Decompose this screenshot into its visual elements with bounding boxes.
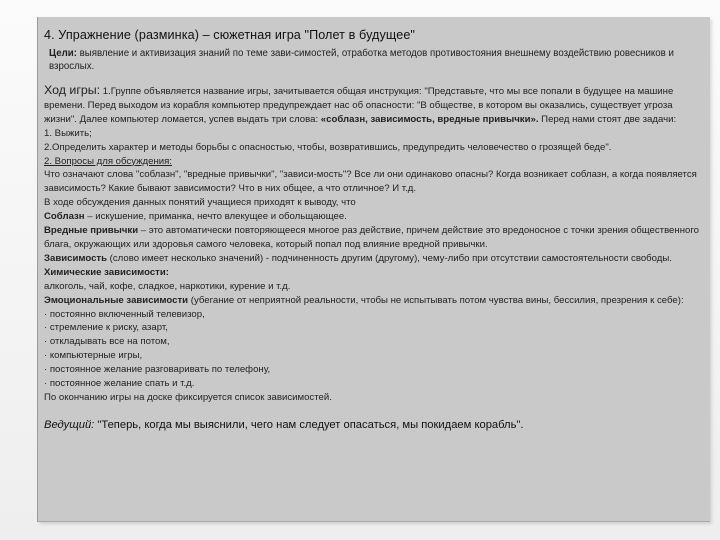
host-label: Ведущий: bbox=[44, 418, 95, 431]
list-item: · откладывать все на потом, bbox=[44, 336, 170, 348]
definition-item bbox=[44, 224, 702, 252]
definition-term: Зависимость bbox=[44, 252, 108, 264]
definition-item bbox=[44, 252, 702, 266]
goals-paragraph bbox=[44, 47, 702, 73]
definition-text: – искушение, приманка, нечто влекущее и обольщающее. bbox=[84, 211, 347, 223]
hod-paragraph bbox=[44, 84, 702, 127]
list-item: · стремление к риску, азарт, bbox=[44, 322, 168, 334]
exercise-title: 4. Упражнение (разминка) – сюжетная игра "Полет в будущее" bbox=[44, 28, 415, 42]
definition-text: (слово имеет несколько значений) - подчиненность другим (другому), чему-либо при отсутствии самостоятельности свободы. bbox=[107, 252, 672, 264]
game-description bbox=[44, 84, 702, 405]
definition-term: Соблазн bbox=[44, 211, 85, 223]
hod-text: 1.Группе объявляется название игры, зачитывается общая инструкция: "Представьте, что мы все попали в будущее на машине времени. Перед выходом из корабля компьютер предупреждает нас об опасности: "В обществе, в котором вы оказались, существует угроза жизни". Далее компьютер ломается, успев выдать три слова: bbox=[44, 86, 674, 125]
list-item: · компьютерные игры, bbox=[44, 350, 143, 362]
three-words: «соблазн, зависимость, вредные привычки». bbox=[320, 113, 539, 125]
goals-label: Цели: bbox=[49, 48, 77, 59]
chemical-text: алкоголь, чай, кофе, сладкое, наркотики, курение и т.д. bbox=[44, 280, 291, 292]
host-speech: "Теперь, когда мы выяснили, чего нам следует опасаться, мы покидаем корабль". bbox=[94, 418, 524, 431]
content-panel bbox=[37, 17, 710, 522]
emotional-paragraph bbox=[44, 294, 702, 308]
final-line bbox=[44, 419, 702, 431]
emotional-text: (убегание от неприятной реальности, чтобы не испытывать потом чувства вины, бессилия, презрения к себе): bbox=[188, 294, 684, 306]
hod-label: Ход игры: bbox=[44, 83, 101, 97]
questions-text: Что означают слова "соблазн", "вредные привычки", "зависи-мость"? Все ли они одинаково опасны? Когда возникает соблазн, а когда появляется зависимость? Какие бывают зависимости? Что в них общее, а что отличное? И т.д. bbox=[44, 169, 697, 195]
chemical-label: Химические зависимости: bbox=[44, 266, 169, 278]
questions-label: 2. Вопросы для обсуждения: bbox=[44, 155, 172, 167]
list-item: · постоянное желание спать и т.д. bbox=[44, 378, 195, 390]
list-item: · постоянно включенный телевизор, bbox=[44, 308, 205, 320]
emotional-label: Эмоциональные зависимости bbox=[44, 294, 189, 306]
task-item: 1. Выжить; bbox=[44, 127, 92, 139]
end-text: По окончанию игры на доске фиксируется список зависимостей. bbox=[44, 391, 332, 403]
hod-tasks-intro: Перед нами стоят две задачи: bbox=[538, 113, 677, 125]
task-item: 2.Определить характер и методы борьбы с опасностью, чтобы, возвратившись, предупредить человечество о грозящей беде". bbox=[44, 141, 612, 153]
definition-text: – это автоматически повторяющееся многое раз действие, причем действие это вредоносное с точки зрения общественного блага, окружающих или здоровья самого человека, который попал под влияние вредной привычки. bbox=[44, 225, 699, 250]
list-item: · постоянное желание разговаривать по телефону, bbox=[44, 364, 271, 376]
definition-term: Вредные привычки bbox=[44, 225, 139, 237]
conclusion-text: В ходе обсуждения данных понятий учащиеся приходят к выводу, что bbox=[44, 197, 356, 209]
goals-text: выявление и активизация знаний по теме зави-симостей, отработка методов противостояния внешнему воздействию ровесников и взрослых. bbox=[49, 48, 674, 72]
definition-item bbox=[44, 210, 702, 224]
